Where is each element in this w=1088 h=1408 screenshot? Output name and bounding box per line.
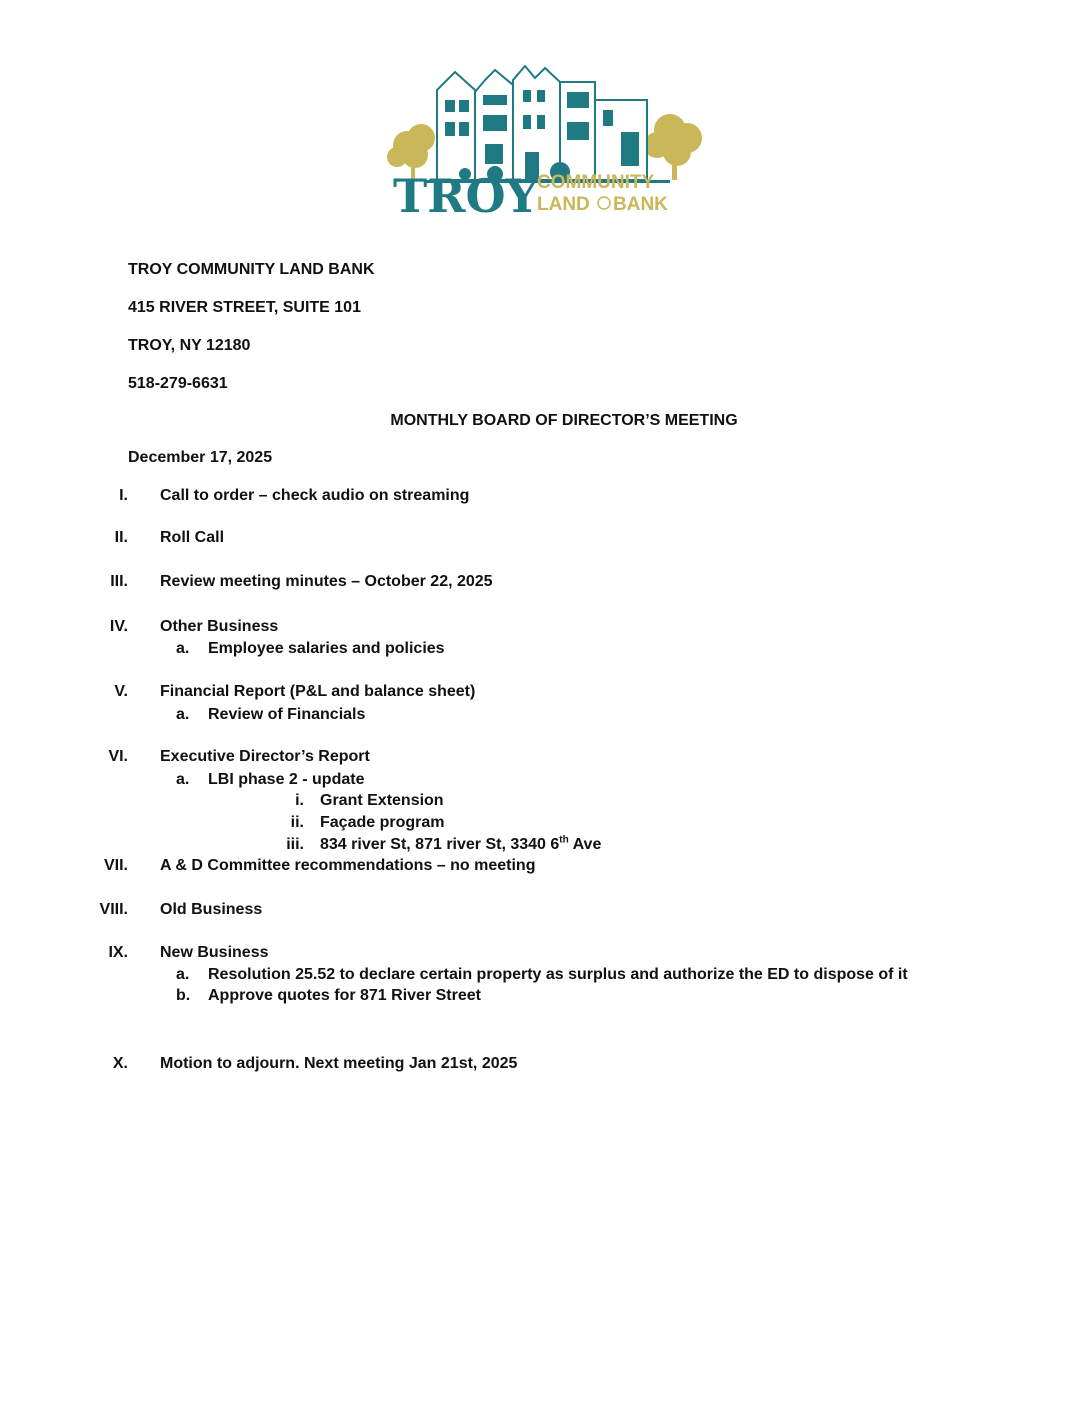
agenda-number: V. <box>114 683 128 700</box>
agenda-number: VI. <box>108 748 128 765</box>
roman-sub-number: i. <box>295 792 304 809</box>
agenda-item-call-to-order: Call to order – check audio on streaming <box>160 487 470 504</box>
roman-sub-number: iii. <box>286 836 304 853</box>
sub-item-letter: a. <box>176 640 190 657</box>
logo-word-troy: TROY <box>393 169 539 220</box>
roman-sub-number: ii. <box>290 814 304 831</box>
sub-item-approve-quotes: Approve quotes for 871 River Street <box>208 987 481 1004</box>
agenda-number: I. <box>119 487 128 504</box>
troy-land-bank-logo <box>385 60 710 220</box>
sub-sub-item-grant-extension: Grant Extension <box>320 792 444 809</box>
agenda-item-new-business: New Business <box>160 944 269 961</box>
sub-item-review-financials: Review of Financials <box>208 706 366 723</box>
agenda-item-roll-call: Roll Call <box>160 529 225 546</box>
sub-item-letter: a. <box>176 771 190 788</box>
agenda-number: X. <box>112 1055 128 1072</box>
logo-word-bank: BANK <box>613 194 668 215</box>
meeting-title: MONTHLY BOARD OF DIRECTOR’S MEETING <box>390 412 738 429</box>
agenda-number: VIII. <box>99 901 128 918</box>
phone-number: 518-279-6631 <box>128 375 228 392</box>
agenda-number: VII. <box>103 857 128 874</box>
agenda-number: III. <box>110 573 128 590</box>
agenda-item-financial-report: Financial Report (P&L and balance sheet) <box>160 683 476 700</box>
sub-item-resolution: Resolution 25.52 to declare certain property as surplus and authorize the ED to dispose of it <box>208 966 908 983</box>
sub-item-letter: b. <box>176 987 191 1004</box>
address-line-2: TROY, NY 12180 <box>128 337 251 354</box>
address-line-1: 415 RIVER STREET, SUITE 101 <box>128 299 361 316</box>
logo-word-community: COMMUNITY <box>537 172 655 193</box>
sub-sub-item-facade-program: Façade program <box>320 814 445 831</box>
agenda-number: IV. <box>109 618 128 635</box>
agenda-item-committee: A & D Committee recommendations – no meeting <box>160 857 536 874</box>
org-name: TROY COMMUNITY LAND BANK <box>128 261 375 278</box>
agenda-number: II. <box>114 529 128 546</box>
sub-sub-item-properties: 834 river St, 871 river St, 3340 6th Ave <box>320 834 602 853</box>
sub-item-employee-salaries: Employee salaries and policies <box>208 640 445 657</box>
agenda-item-other-business: Other Business <box>160 618 279 635</box>
agenda-item-executive-report: Executive Director’s Report <box>160 748 370 765</box>
agenda-item-review-minutes: Review meeting minutes – October 22, 2025 <box>160 573 493 590</box>
logo-word-land: LAND <box>537 194 590 215</box>
agenda-number: IX. <box>108 944 128 961</box>
sub-item-letter: a. <box>176 966 190 983</box>
agenda-item-old-business: Old Business <box>160 901 263 918</box>
agenda-item-adjourn: Motion to adjourn. Next meeting Jan 21st, 2025 <box>160 1055 518 1072</box>
sub-item-lbi-phase-2: LBI phase 2 - update <box>208 771 365 788</box>
sub-item-letter: a. <box>176 706 190 723</box>
meeting-date: December 17, 2025 <box>128 449 273 466</box>
